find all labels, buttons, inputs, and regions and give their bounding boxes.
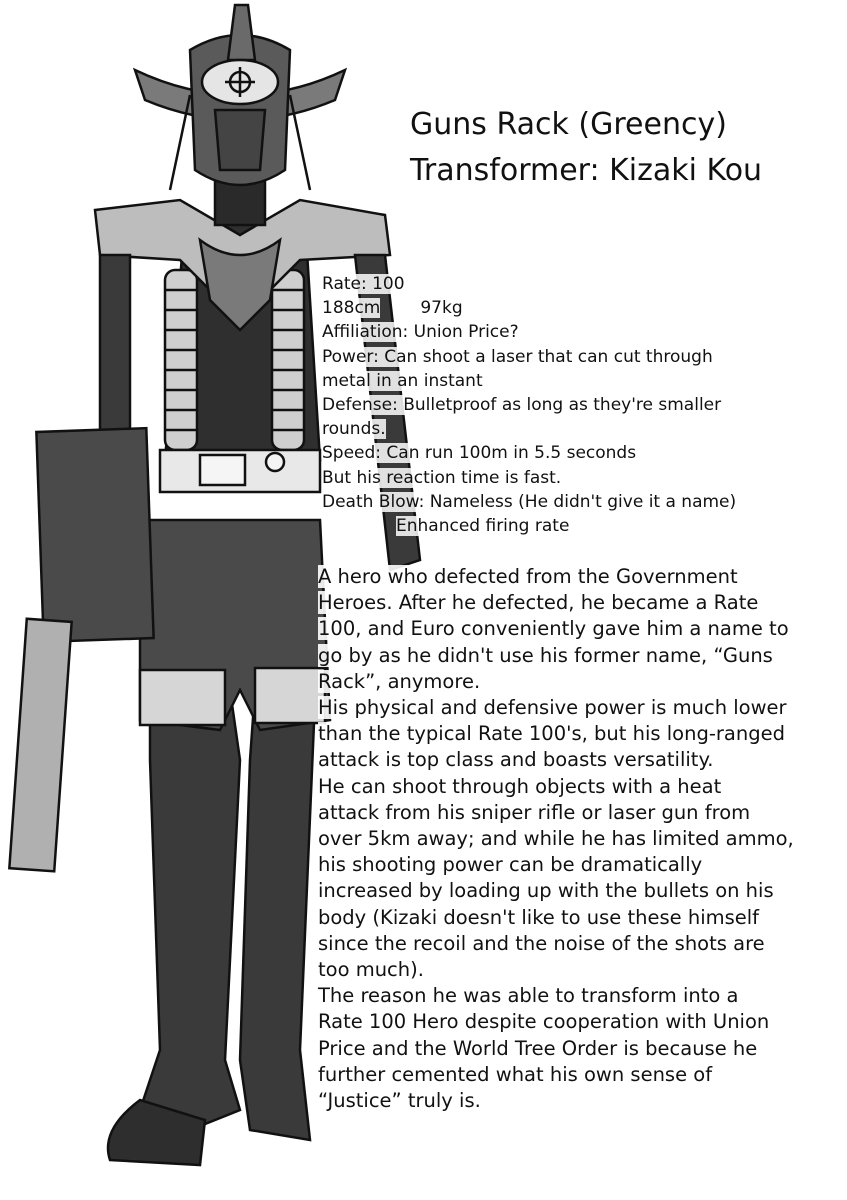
description-line: A hero who defected from the Government <box>318 565 738 588</box>
description-line: his shooting power can be dramatically <box>318 853 703 877</box>
right-leg <box>240 690 315 1140</box>
description-line: “Justice” truly is. <box>318 1089 481 1113</box>
shorts-cuff-left <box>140 670 225 725</box>
stat-weight: 97kg <box>420 298 463 319</box>
description-line: His physical and defensive power is much lower <box>318 696 787 720</box>
description-line: further cemented what his own sense of <box>318 1062 713 1086</box>
description-line: Rate 100 Hero despite cooperation with Union <box>318 1010 770 1034</box>
bullet-belt-left <box>165 270 197 450</box>
description-line: than the typical Rate 100's, but his long-ranged <box>318 722 785 746</box>
description-line: body (Kizaki doesn't like to use these himself <box>318 905 760 929</box>
description-line: since the recoil and the noise of the shots are <box>318 931 765 955</box>
stats-block <box>322 272 802 538</box>
belt-dial <box>266 453 284 471</box>
gun-barrel <box>9 619 71 872</box>
description-line: over 5km away; and while he has limited ammo, <box>318 827 794 851</box>
stat-speed-1: Speed: Can run 100m in 5.5 seconds <box>322 443 637 464</box>
description-line: Price and the World Tree Order is because he <box>318 1036 758 1060</box>
description-line: attack is top class and boasts versatility. <box>318 748 714 772</box>
description-line: attack from his sniper rifle or laser gun from <box>318 800 751 824</box>
stat-defense-2: rounds. <box>322 419 386 440</box>
stat-power-1: Power: Can shoot a laser that can cut through <box>322 346 713 367</box>
belt-buckle <box>200 455 245 485</box>
shorts-cuff-right <box>255 668 325 723</box>
transformer-name: Transformer: Kizaki Kou <box>410 153 763 188</box>
stat-death-blow-2: Enhanced firing rate <box>396 516 570 537</box>
stat-speed-2: But his reaction time is fast. <box>322 467 562 488</box>
description-line: Rack”, anymore. <box>318 669 481 693</box>
description-line: He can shoot through objects with a heat <box>318 774 722 798</box>
description-line: The reason he was able to transform into a <box>318 984 739 1008</box>
description-line: too much). <box>318 958 424 982</box>
gun-body <box>36 428 153 642</box>
stat-rate: Rate: 100 <box>322 274 405 294</box>
description-block <box>318 564 818 1114</box>
description-line: Heroes. After he defected, he became a Rate <box>318 591 759 615</box>
left-leg <box>140 690 240 1130</box>
neck <box>215 180 265 225</box>
stat-affiliation: Affiliation: Union Price? <box>322 322 519 343</box>
stat-death-blow-1: Death Blow: Nameless (He didn't give it a name) <box>322 491 737 512</box>
description-line: go by as he didn't use his former name, “Guns <box>318 643 773 667</box>
bullet-belt-right <box>272 270 304 450</box>
helmet-crest <box>228 5 255 60</box>
description-line: increased by loading up with the bullets on his <box>318 879 774 903</box>
stat-power-2: metal in an instant <box>322 370 483 391</box>
character-name: Guns Rack (Greency) <box>410 107 727 142</box>
stat-defense-1: Defense: Bulletproof as long as they're smaller <box>322 395 722 416</box>
description-line: 100, and Euro conveniently gave him a name to <box>318 617 789 641</box>
face-mask <box>215 110 265 170</box>
character-title <box>410 102 762 194</box>
stat-height: 188cm <box>322 298 381 319</box>
